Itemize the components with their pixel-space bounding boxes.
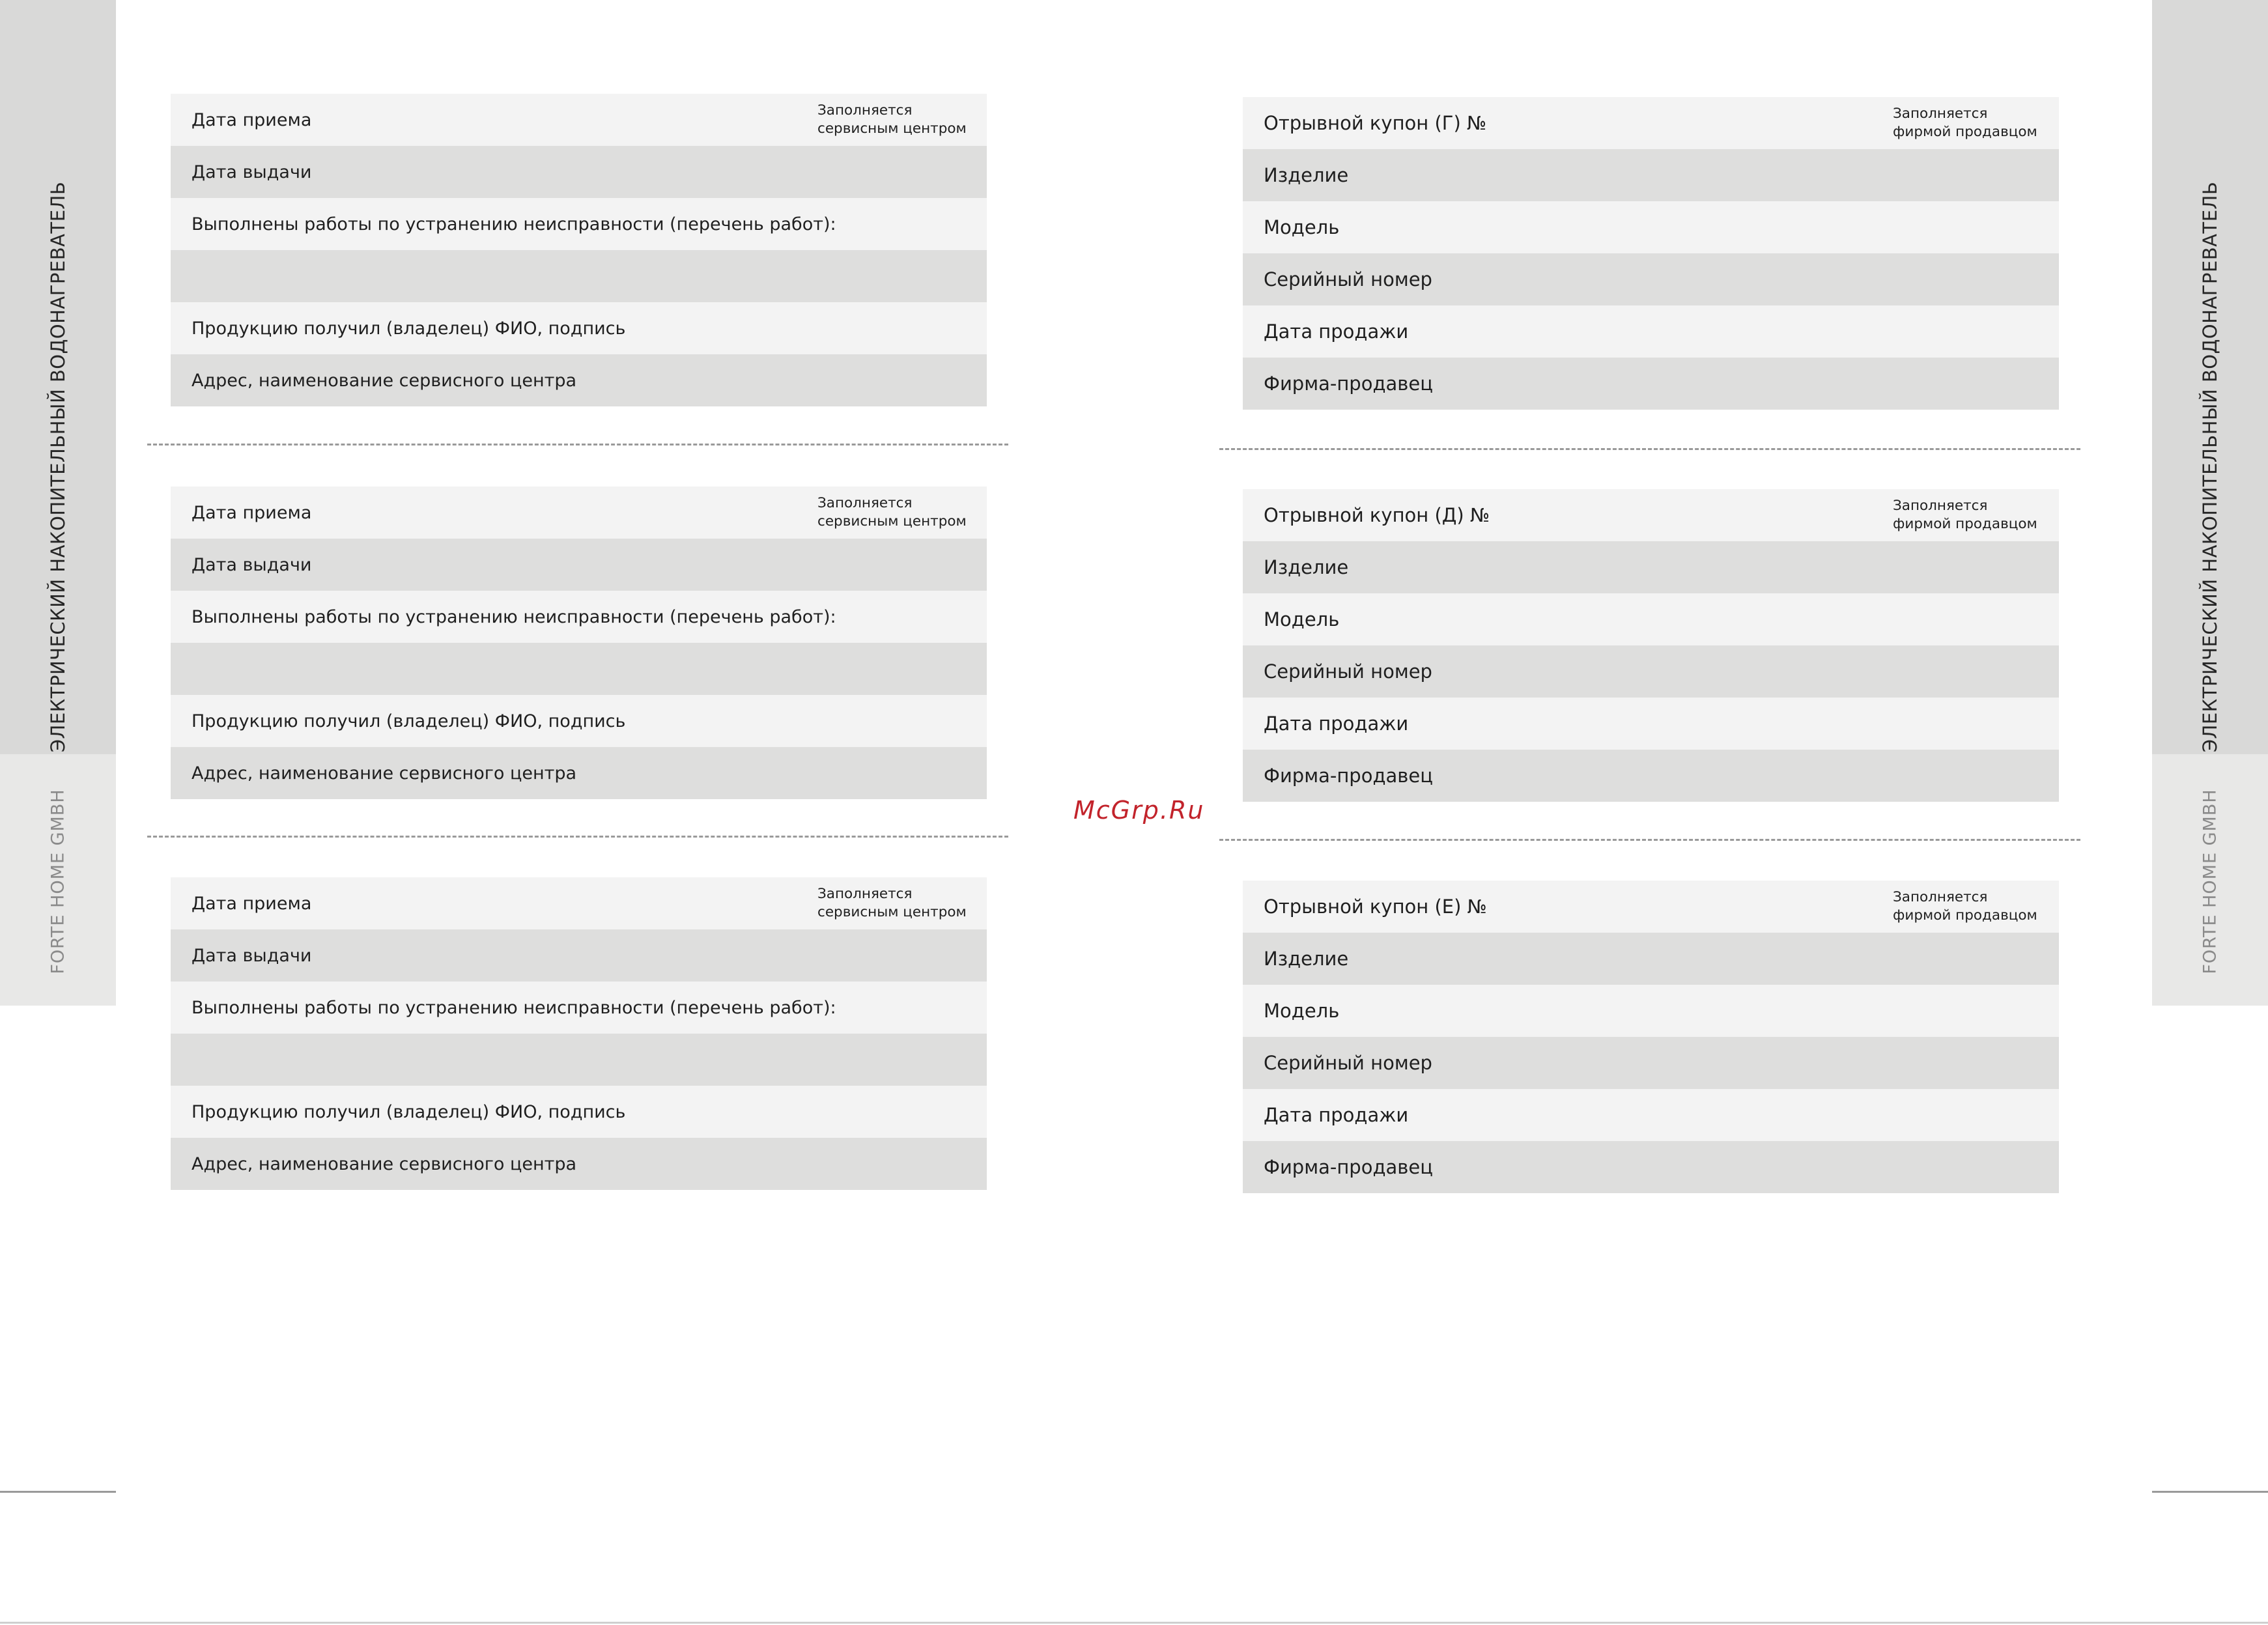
row-label: Дата продажи	[1264, 713, 1409, 735]
cut-line	[147, 836, 1008, 838]
coupon-row-product[interactable]	[1243, 149, 2059, 201]
row-label: Дата приема	[191, 502, 312, 523]
row-label: Дата выдачи	[191, 554, 312, 575]
row-label: Изделие	[1264, 164, 1349, 186]
service-form-3	[171, 877, 987, 1190]
row-label: Дата приема	[191, 109, 312, 130]
form-row-works[interactable]	[171, 982, 987, 1034]
row-label: Отрывной купон (Д) №	[1264, 504, 1490, 526]
form-row-owner[interactable]	[171, 1086, 987, 1138]
coupon-row-serial[interactable]	[1243, 645, 2059, 698]
watermark: McGrp.Ru	[1073, 796, 1205, 825]
coupon-row-product[interactable]	[1243, 933, 2059, 985]
coupon-row-sale-date[interactable]	[1243, 698, 2059, 750]
sidebar-brand: FORTE HOME GMBH	[48, 789, 68, 974]
row-label: Модель	[1264, 1000, 1340, 1022]
row-label: Серийный номер	[1264, 660, 1432, 683]
sidebar-title: ЭЛЕКТРИЧЕСКИЙ НАКОПИТЕЛЬНЫЙ ВОДОНАГРЕВАТЕЛЬ	[2199, 181, 2221, 753]
coupon-row-seller[interactable]	[1243, 1141, 2059, 1193]
coupon-row-number[interactable]	[1243, 97, 2059, 149]
form-row-owner[interactable]	[171, 695, 987, 747]
row-label: Фирма-продавец	[1264, 1156, 1433, 1178]
row-label: Продукцию получил (владелец) ФИО, подпись	[191, 711, 626, 731]
row-label: Продукцию получил (владелец) ФИО, подпись	[191, 1101, 626, 1122]
row-label: Адрес, наименование сервисного центра	[191, 370, 577, 391]
row-label: Продукцию получил (владелец) ФИО, подпись	[191, 318, 626, 339]
coupon-row-number[interactable]	[1243, 489, 2059, 541]
coupon-row-seller[interactable]	[1243, 750, 2059, 802]
form-row-works[interactable]	[171, 591, 987, 643]
coupon-row-model[interactable]	[1243, 593, 2059, 645]
form-row-issue-date[interactable]	[171, 539, 987, 591]
coupon-row-model[interactable]	[1243, 201, 2059, 253]
form-row-service-address[interactable]	[171, 354, 987, 406]
row-label: Дата продажи	[1264, 1104, 1409, 1126]
row-label: Дата выдачи	[191, 945, 312, 966]
row-label: Выполнены работы по устранению неисправности (перечень работ):	[191, 606, 836, 627]
row-label: Фирма-продавец	[1264, 373, 1433, 395]
fill-note: Заполняется сервисным центром	[817, 886, 967, 920]
fill-note: Заполняется сервисным центром	[817, 495, 967, 530]
form-row-receive-date[interactable]	[171, 487, 987, 539]
coupon-row-sale-date[interactable]	[1243, 1089, 2059, 1141]
form-row-issue-date[interactable]	[171, 146, 987, 198]
form-row-issue-date[interactable]	[171, 929, 987, 982]
cut-line	[147, 444, 1008, 445]
fill-note: Заполняется сервисным центром	[817, 102, 967, 137]
fill-note: Заполняется фирмой продавцом	[1893, 498, 2037, 532]
row-label: Дата приема	[191, 893, 312, 914]
form-row-works-blank[interactable]	[171, 250, 987, 302]
coupon-g	[1243, 97, 2059, 410]
service-form-2	[171, 487, 987, 799]
page-bottom-line	[0, 1622, 2268, 1624]
row-label: Фирма-продавец	[1264, 765, 1433, 787]
form-row-works-blank[interactable]	[171, 643, 987, 695]
row-label: Выполнены работы по устранению неисправности (перечень работ):	[191, 997, 836, 1018]
coupon-row-sale-date[interactable]	[1243, 305, 2059, 358]
form-row-works-blank[interactable]	[171, 1034, 987, 1086]
form-row-service-address[interactable]	[171, 747, 987, 799]
row-label: Адрес, наименование сервисного центра	[191, 1153, 577, 1174]
coupon-row-serial[interactable]	[1243, 253, 2059, 305]
form-row-works[interactable]	[171, 198, 987, 250]
row-label: Серийный номер	[1264, 268, 1432, 290]
row-label: Отрывной купон (Е) №	[1264, 896, 1487, 918]
form-row-receive-date[interactable]	[171, 94, 987, 146]
row-label: Дата продажи	[1264, 320, 1409, 343]
coupon-d	[1243, 489, 2059, 802]
row-label: Адрес, наименование сервисного центра	[191, 763, 577, 784]
cut-line	[1219, 839, 2080, 841]
cut-line	[1219, 448, 2080, 450]
sidebar-foot-line	[0, 1491, 116, 1493]
coupon-e	[1243, 881, 2059, 1193]
form-row-service-address[interactable]	[171, 1138, 987, 1190]
fill-note: Заполняется фирмой продавцом	[1893, 106, 2037, 140]
row-label: Отрывной купон (Г) №	[1264, 112, 1487, 134]
form-row-owner[interactable]	[171, 302, 987, 354]
row-label: Изделие	[1264, 948, 1349, 970]
service-form-1	[171, 94, 987, 406]
coupon-row-product[interactable]	[1243, 541, 2059, 593]
coupon-row-serial[interactable]	[1243, 1037, 2059, 1089]
fill-note: Заполняется фирмой продавцом	[1893, 889, 2037, 924]
row-label: Выполнены работы по устранению неисправности (перечень работ):	[191, 214, 836, 234]
row-label: Модель	[1264, 216, 1340, 238]
sidebar-brand: FORTE HOME GMBH	[2200, 789, 2220, 974]
coupon-row-model[interactable]	[1243, 985, 2059, 1037]
row-label: Модель	[1264, 608, 1340, 630]
row-label: Серийный номер	[1264, 1052, 1432, 1074]
row-label: Изделие	[1264, 556, 1349, 578]
sidebar-foot-line	[2152, 1491, 2268, 1493]
form-row-receive-date[interactable]	[171, 877, 987, 929]
row-label: Дата выдачи	[191, 162, 312, 182]
coupon-row-number[interactable]	[1243, 881, 2059, 933]
sidebar-title: ЭЛЕКТРИЧЕСКИЙ НАКОПИТЕЛЬНЫЙ ВОДОНАГРЕВАТЕЛЬ	[47, 181, 69, 753]
coupon-row-seller[interactable]	[1243, 358, 2059, 410]
